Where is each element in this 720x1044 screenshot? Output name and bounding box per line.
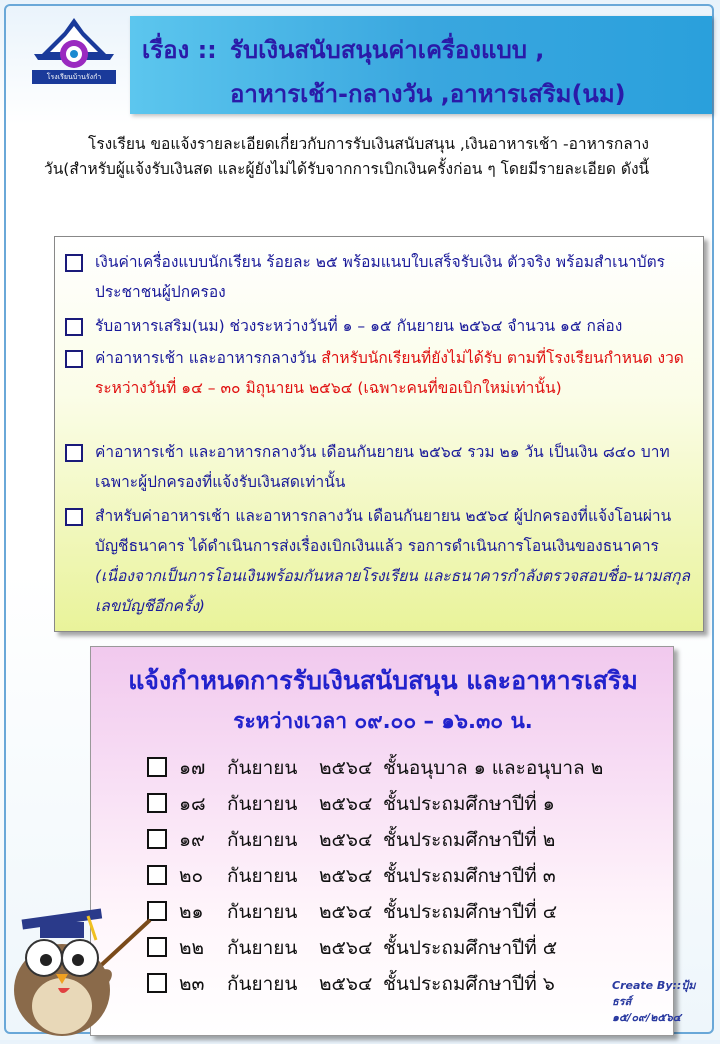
checkbox-icon: [65, 350, 83, 368]
schedule-year: ๒๕๖๔: [319, 901, 373, 923]
schedule-year: ๒๕๖๔: [319, 757, 373, 779]
schedule-title: แจ้งกำหนดการรับเงินสนับสนุน และอาหารเสริม: [128, 666, 638, 695]
checkbox-icon: [65, 508, 83, 526]
title-line-2: อาหารเช้า-กลางวัน ,อาหารเสริม(นม): [230, 80, 626, 108]
detail-text: [95, 343, 695, 403]
schedule-year: ๒๕๖๔: [319, 937, 373, 959]
detail-text-note: (เนื่องจากเป็นการโอนเงินพร้อมกันหลายโรงเรียน และธนาคารกำลังตรวจสอบชื่อ-นามสกุล เลขบัญชีอีกครั้ง): [95, 567, 691, 615]
schedule-level: ชั้นอนุบาล ๑ และอนุบาล ๒: [383, 757, 604, 779]
detail-text: รับอาหารเสริม(นม) ช่วงระหว่างวันที่ ๑ – ๑๕ กันยายน ๒๕๖๔ จำนวน ๑๕ กล่อง: [95, 317, 623, 335]
detail-item: [65, 247, 695, 307]
owl-teacher-illustration: [0, 860, 170, 1040]
detail-text-highlight: สำหรับนักเรียนที่ยังไม่ได้รับ ตามที่โรงเรียนกำหนด งวดระหว่างวันที่ ๑๔ – ๓๐ มิถุนายน ๒๕๖๔ (เฉพาะคนที่ขอเบิกใหม่เท่านั้น): [95, 349, 684, 397]
checkbox-icon: [65, 318, 83, 336]
schedule-month: กันยายน: [227, 973, 298, 995]
schedule-level: ชั้นประถมศึกษาปีที่ ๓: [383, 865, 556, 887]
schedule-day: ๑๙: [179, 829, 205, 851]
intro-text: โรงเรียน ขอแจ้งรายละเอียดเกี่ยวกับการรับเงินสนับสนุน ,เงินอาหารเช้า -อาหารกลางวัน(สำหรับผู้แจ้งรับเงินสด และผู้ยังไม่ได้รับจากการเบิกเงินครั้งก่อน ๆ โดยมีรายละเอียด ดังนี้: [44, 135, 650, 178]
schedule-month: กันยายน: [227, 829, 298, 851]
checkbox-icon: [147, 757, 167, 777]
schedule-day: ๑๘: [179, 793, 206, 815]
school-logo: [26, 14, 122, 98]
checkbox-icon: [65, 444, 83, 462]
schedule-day: ๒๒: [179, 937, 205, 959]
schedule-month: กันยายน: [227, 757, 298, 779]
detail-text: [95, 501, 695, 621]
detail-item: [65, 501, 695, 621]
detail-item: [65, 343, 695, 403]
details-box: [54, 236, 704, 632]
schedule-time: ระหว่างเวลา ๐๙.๐๐ – ๑๖.๓๐ น.: [233, 709, 533, 733]
checkbox-icon: [147, 829, 167, 849]
subject-label: เรื่อง ::: [142, 36, 217, 64]
schedule-day: ๑๗: [179, 757, 206, 779]
detail-text-normal: สำหรับค่าอาหารเช้า และอาหารกลางวัน เดือนกันยายน ๒๕๖๔ ผู้ปกครองที่แจ้งโอนผ่านบัญชีธนาคาร ได้ดำเนินการส่งเรื่องเบิกเงินแล้ว รอการดำเนินการโอนเงินของธนาคาร: [95, 507, 672, 555]
detail-text-normal: ค่าอาหารเช้า และอาหารกลางวัน: [95, 349, 322, 367]
schedule-year: ๒๕๖๔: [319, 829, 373, 851]
detail-item: [65, 437, 695, 497]
credit-line-2: ๑๕/๐๙/๒๕๖๔: [612, 1011, 681, 1024]
schedule-day: ๒๓: [179, 973, 205, 995]
schedule-year: ๒๕๖๔: [319, 865, 373, 887]
intro-paragraph: [44, 132, 684, 182]
schedule-day: ๒๐: [179, 865, 204, 887]
detail-item: [65, 311, 695, 341]
detail-text: ค่าอาหารเช้า และอาหารกลางวัน เดือนกันยายน ๒๕๖๔ รวม ๒๑ วัน เป็นเงิน ๘๔๐ บาท เฉพาะผู้ปกครองที่แจ้งรับเงินสดเท่านั้น: [95, 443, 670, 491]
schedule-level: ชั้นประถมศึกษาปีที่ ๖: [383, 973, 555, 995]
title-banner: [130, 16, 712, 114]
schedule-month: กันยายน: [227, 793, 298, 815]
schedule-level: ชั้นประถมศึกษาปีที่ ๑: [383, 793, 555, 815]
credit-note: [612, 978, 712, 1026]
schedule-box: [90, 646, 674, 1036]
title-line-1: รับเงินสนับสนุนค่าเครื่องแบบ ,: [230, 36, 545, 64]
credit-line-1: Create By::ปุ้มธรส์: [612, 979, 696, 1008]
schedule-year: ๒๕๖๔: [319, 973, 373, 995]
schedule-level: ชั้นประถมศึกษาปีที่ ๕: [383, 937, 558, 959]
schedule-level: ชั้นประถมศึกษาปีที่ ๔: [383, 901, 558, 923]
checkbox-icon: [147, 793, 167, 813]
schedule-day: ๒๑: [179, 901, 204, 923]
schedule-month: กันยายน: [227, 865, 298, 887]
schedule-month: กันยายน: [227, 901, 298, 923]
schedule-month: กันยายน: [227, 937, 298, 959]
logo-caption: โรงเรียนบ้านรังกำ: [46, 73, 102, 81]
detail-text: เงินค่าเครื่องแบบนักเรียน ร้อยละ ๒๕ พร้อมแนบใบเสร็จรับเงิน ตัวจริง พร้อมสำเนาบัตรประชาชนผู้ปกครอง: [95, 253, 665, 301]
schedule-year: ๒๕๖๔: [319, 793, 373, 815]
schedule-level: ชั้นประถมศึกษาปีที่ ๒: [383, 829, 556, 851]
checkbox-icon: [65, 254, 83, 272]
